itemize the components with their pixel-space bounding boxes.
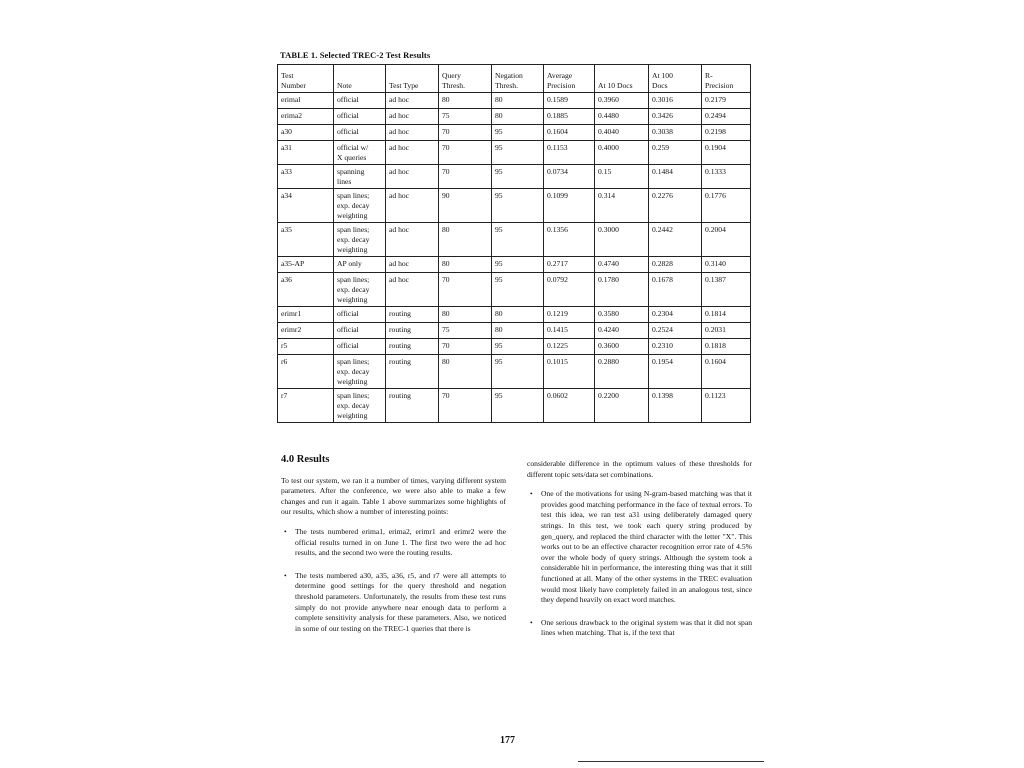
intro-paragraph: To test our system, we ran it a number of times, varying different system parameters. After the conference, we were also able to make a few changes and run it again. Table 1 above summarizes some highlights of our results, which show a number of interesting points:	[281, 475, 506, 517]
column-header: At 10 Docs	[595, 65, 649, 93]
table-cell: 95	[492, 339, 544, 355]
table-cell: 95	[492, 165, 544, 189]
column-header: Negation Thresh.	[492, 65, 544, 93]
table-cell: 0.1678	[649, 273, 702, 307]
table-cell: erima2	[278, 109, 334, 125]
bullet-item	[281, 571, 506, 635]
table-cell: 75	[439, 323, 492, 339]
table-cell: ad hoc	[386, 223, 439, 257]
table-cell: 0.1604	[702, 355, 751, 389]
table-cell: 0.2717	[544, 257, 595, 273]
table-cell: 70	[439, 389, 492, 423]
table-row	[278, 141, 751, 165]
table-cell: 95	[492, 141, 544, 165]
table-cell: 0.15	[595, 165, 649, 189]
table-cell: 0.1589	[544, 93, 595, 109]
table-cell: 0.1333	[702, 165, 751, 189]
table-cell: official	[334, 307, 386, 323]
table-header	[278, 65, 751, 93]
table-cell: routing	[386, 389, 439, 423]
table-row	[278, 257, 751, 273]
table-cell: 95	[492, 125, 544, 141]
table-cell: 0.3580	[595, 307, 649, 323]
table-cell: 0.1153	[544, 141, 595, 165]
table-cell: 70	[439, 165, 492, 189]
table-cell: r6	[278, 355, 334, 389]
table-cell: a35-AP	[278, 257, 334, 273]
table-cell: 0.4240	[595, 323, 649, 339]
table-cell: 0.2200	[595, 389, 649, 423]
column-header: Query Thresh.	[439, 65, 492, 93]
table-cell: 0.2276	[649, 189, 702, 223]
table-cell: r7	[278, 389, 334, 423]
table-cell: official w/ X queries	[334, 141, 386, 165]
table-cell: 0.2031	[702, 323, 751, 339]
table-cell: 80	[492, 307, 544, 323]
bullet-item	[527, 618, 752, 639]
table-cell: official	[334, 125, 386, 141]
table-cell: 0.4480	[595, 109, 649, 125]
table-row	[278, 189, 751, 223]
table-cell: official	[334, 109, 386, 125]
column-header: R- Precision	[702, 65, 751, 93]
table-cell: 0.3960	[595, 93, 649, 109]
table-cell: 0.3000	[595, 223, 649, 257]
table-cell: 0.1776	[702, 189, 751, 223]
table-cell: 0.1099	[544, 189, 595, 223]
right-text-column	[527, 459, 752, 651]
table-cell: a33	[278, 165, 334, 189]
table-cell: 0.2179	[702, 93, 751, 109]
column-header: Average Precision	[544, 65, 595, 93]
table-cell: ad hoc	[386, 273, 439, 307]
column-header: Test Number	[278, 65, 334, 93]
table-cell: 70	[439, 339, 492, 355]
bullet-glyph: •	[284, 570, 287, 580]
table-cell: AP only	[334, 257, 386, 273]
table-cell: routing	[386, 307, 439, 323]
table-cell: spanning lines	[334, 165, 386, 189]
footer-rule	[578, 761, 764, 762]
bullet-text: One serious drawback to the original system was that it did not span lines when matching. That is, if the text that	[541, 617, 752, 638]
table-cell: 80	[439, 223, 492, 257]
table-cell: 0.314	[595, 189, 649, 223]
table-cell: 0.0734	[544, 165, 595, 189]
table-cell: 70	[439, 141, 492, 165]
results-table	[277, 64, 751, 423]
table-cell: 0.1814	[702, 307, 751, 323]
table-row	[278, 355, 751, 389]
table-cell: 0.3038	[649, 125, 702, 141]
table-cell: 95	[492, 223, 544, 257]
table-cell: ad hoc	[386, 109, 439, 125]
table-cell: a35	[278, 223, 334, 257]
table-cell: a30	[278, 125, 334, 141]
table-cell: 75	[439, 109, 492, 125]
table-cell: ad hoc	[386, 165, 439, 189]
continuation-paragraph: considerable difference in the optimum values of these thresholds for different topic sets/data set combinations.	[527, 459, 752, 479]
table-row	[278, 273, 751, 307]
table-cell: 0.2494	[702, 109, 751, 125]
table-cell: 0.4040	[595, 125, 649, 141]
table-cell: 95	[492, 189, 544, 223]
table-cell: 0.1484	[649, 165, 702, 189]
table-cell: 0.2310	[649, 339, 702, 355]
table-cell: 80	[492, 323, 544, 339]
table-cell: 80	[439, 355, 492, 389]
bullet-item	[281, 527, 506, 559]
table-cell: official	[334, 339, 386, 355]
table-cell: a36	[278, 273, 334, 307]
table-row	[278, 223, 751, 257]
table-cell: 0.2880	[595, 355, 649, 389]
table-cell: 0.1885	[544, 109, 595, 125]
table-cell: r5	[278, 339, 334, 355]
table-cell: 0.0792	[544, 273, 595, 307]
table-cell: span lines; exp. decay weighting	[334, 223, 386, 257]
table-cell: ad hoc	[386, 93, 439, 109]
table-cell: erimr2	[278, 323, 334, 339]
table-cell: 95	[492, 257, 544, 273]
table-row	[278, 93, 751, 109]
table-cell: 95	[492, 389, 544, 423]
table-row	[278, 389, 751, 423]
table-cell: a31	[278, 141, 334, 165]
table-body	[278, 93, 751, 423]
table-cell: 0.1123	[702, 389, 751, 423]
table-cell: 0.259	[649, 141, 702, 165]
table-cell: 0.1904	[702, 141, 751, 165]
table-cell: a34	[278, 189, 334, 223]
table-cell: 90	[439, 189, 492, 223]
table-cell: ad hoc	[386, 125, 439, 141]
table-cell: span lines; exp. decay weighting	[334, 355, 386, 389]
table-cell: 0.1387	[702, 273, 751, 307]
table-cell: 70	[439, 273, 492, 307]
table-cell: 0.4740	[595, 257, 649, 273]
table-cell: 80	[492, 93, 544, 109]
table-cell: ad hoc	[386, 141, 439, 165]
table-cell: 0.1604	[544, 125, 595, 141]
table-cell: 95	[492, 273, 544, 307]
table-cell: 80	[492, 109, 544, 125]
table-cell: 0.0602	[544, 389, 595, 423]
table-cell: 0.2198	[702, 125, 751, 141]
column-header: At 100 Docs	[649, 65, 702, 93]
table-cell: routing	[386, 355, 439, 389]
column-header: Test Type	[386, 65, 439, 93]
table-cell: 0.1015	[544, 355, 595, 389]
column-header: Note	[334, 65, 386, 93]
table-cell: 0.2442	[649, 223, 702, 257]
table-cell: 0.1818	[702, 339, 751, 355]
table-row	[278, 307, 751, 323]
table-cell: 0.2524	[649, 323, 702, 339]
table-cell: 0.1398	[649, 389, 702, 423]
table-cell: span lines; exp. decay weighting	[334, 189, 386, 223]
table-cell: span lines; exp. decay weighting	[334, 273, 386, 307]
bullet-text: The tests numbered erima1, erima2, erimr1 and erimr2 were the official results turned in on June 1. The first two were the ad hoc results, and the second two were the routing results.	[295, 526, 506, 558]
table-title: TABLE 1. Selected TREC-2 Test Results	[280, 50, 431, 60]
table-cell: ad hoc	[386, 257, 439, 273]
table-cell: 0.1219	[544, 307, 595, 323]
bullet-glyph: •	[284, 526, 287, 536]
table-cell: 0.3600	[595, 339, 649, 355]
bullet-text: The tests numbered a30, a35, a36, r5, and r7 were all attempts to determine good settings for the query threshold and negation threshold parameters. Unfortunately, the results from these test runs simply do not provide anywhere near enough data to perform a complete sensitivity analysis for these parameters. Also, we noticed in some of our testing on the TREC-1 queries that there is	[295, 570, 506, 633]
table-cell: 0.4000	[595, 141, 649, 165]
table-cell: 80	[439, 307, 492, 323]
section-heading: 4.0 Results	[281, 454, 330, 465]
table-cell: 0.3140	[702, 257, 751, 273]
table-cell: 0.2004	[702, 223, 751, 257]
table-cell: routing	[386, 339, 439, 355]
left-text-column	[281, 455, 506, 646]
table-row	[278, 339, 751, 355]
table-cell: 70	[439, 125, 492, 141]
table-cell: 0.1954	[649, 355, 702, 389]
table-cell: official	[334, 93, 386, 109]
bullet-glyph: •	[530, 489, 533, 499]
table-cell: 0.2828	[649, 257, 702, 273]
table-cell: 0.1780	[595, 273, 649, 307]
table-cell: 0.1225	[544, 339, 595, 355]
table-cell: official	[334, 323, 386, 339]
table-cell: 0.3016	[649, 93, 702, 109]
bullet-glyph: •	[530, 617, 533, 627]
table-row	[278, 125, 751, 141]
table-header-row	[278, 65, 751, 93]
table-cell: erimal	[278, 93, 334, 109]
table-cell: routing	[386, 323, 439, 339]
table-row	[278, 109, 751, 125]
table-row	[278, 323, 751, 339]
table-cell: 80	[439, 257, 492, 273]
table-cell: 95	[492, 355, 544, 389]
table-cell: erimr1	[278, 307, 334, 323]
table-cell: 0.1415	[544, 323, 595, 339]
table-cell: 0.2304	[649, 307, 702, 323]
bullet-text: One of the motivations for using N-gram-based matching was that it provides good matching performance in the face of textual errors. To test this idea, we ran test a31 using deliberately damaged query strings. In this test, we took each query string produced by gen_query, and replaced the third character with the letter "X". This works out to be an effective character recognition error rate of 4.5% over the whole body of query strings. Although the system took a considerable hit in performance, the interesting thing was that it still functioned at all. Many of the other systems in the TREC evaluation would most likely have completely failed in an analogous test, since they depend heavily on exact word matches.	[541, 489, 752, 605]
table-cell: 0.1356	[544, 223, 595, 257]
table-cell: 80	[439, 93, 492, 109]
bullet-item	[527, 489, 752, 606]
table-cell: span lines; exp. decay weighting	[334, 389, 386, 423]
table-cell: 0.3426	[649, 109, 702, 125]
table-row	[278, 165, 751, 189]
page-number: 177	[500, 735, 515, 746]
table-cell: ad hoc	[386, 189, 439, 223]
